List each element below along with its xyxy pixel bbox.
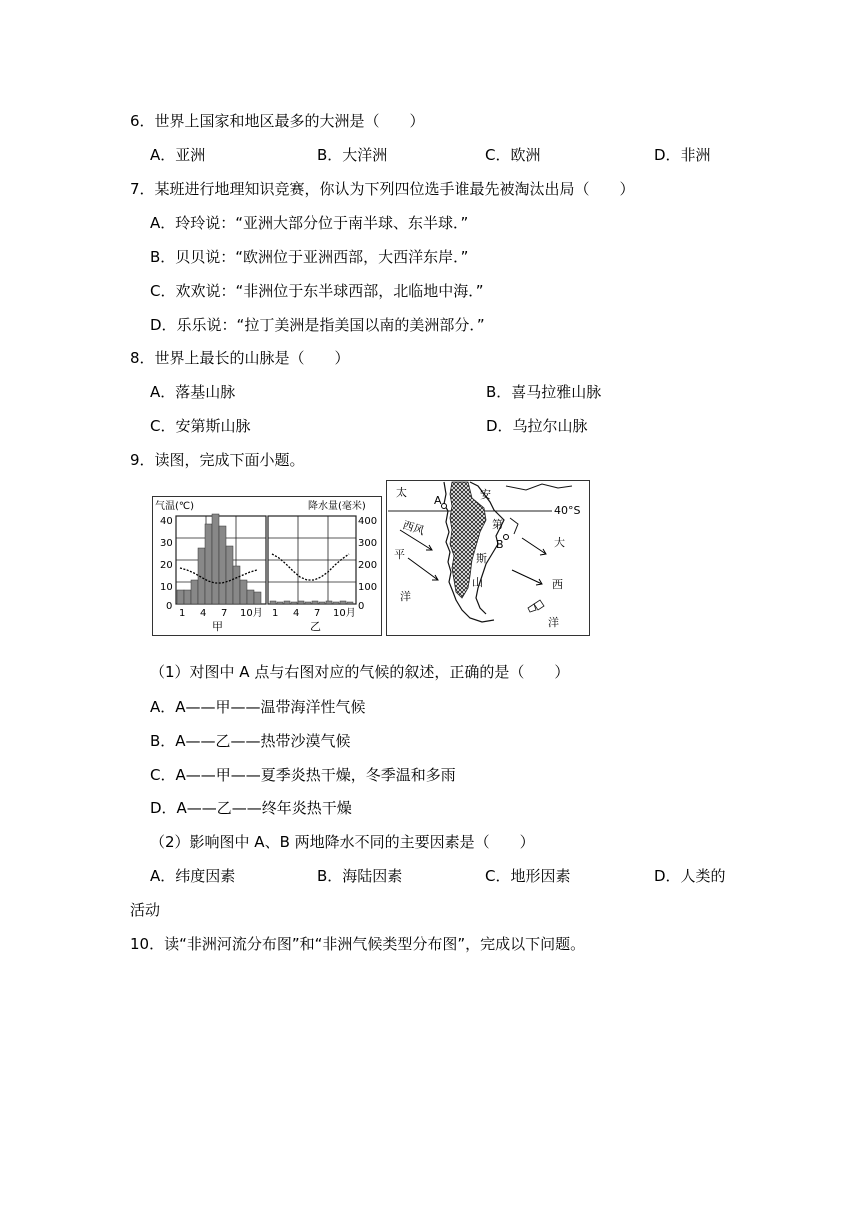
map-label-ping: 平 (394, 548, 405, 561)
q6-option-b: B．大洋洲 (317, 146, 388, 164)
q9-sub2-stem: （2）影响图中 A、B 两地降水不同的主要因素是（ ） (150, 833, 535, 851)
q8-option-a: A．落基山脉 (150, 383, 236, 401)
yi-x-tick-4: 4 (293, 608, 300, 619)
right-axis-label: 降水量(毫米) (308, 501, 366, 512)
yi-bar-2 (277, 602, 283, 604)
q9-sub2-option-b: B．海陆因素 (317, 867, 403, 885)
q9-stem: 9．读图，完成下面小题。 (130, 451, 305, 469)
map-label-yang: 洋 (400, 590, 411, 603)
q9-sub2-option-d-wrap: 活动 (130, 901, 161, 919)
south-america-map-figure (386, 480, 590, 636)
map-label-lat: 40°S (554, 504, 581, 517)
map-label-b: B (496, 538, 504, 551)
climate-charts-figure (152, 496, 382, 636)
right-tick-0: 0 (358, 601, 365, 612)
jia-x-tick-1: 1 (179, 608, 186, 619)
jia-x-tick-10: 10月 (240, 608, 263, 619)
jia-bar-10 (240, 580, 247, 604)
map-label-si: 斯 (476, 552, 487, 565)
map-label-xi: 西 (552, 578, 563, 591)
jia-x-tick-4: 4 (200, 608, 207, 619)
jia-bar-8 (226, 546, 233, 604)
right-tick-400: 400 (358, 516, 378, 527)
q6-stem: 6．世界上国家和地区最多的大洲是（ ） (130, 112, 425, 130)
jia-bar-7 (219, 526, 226, 604)
jia-bar-4 (198, 548, 205, 604)
q6-option-a: A．亚洲 (150, 146, 206, 164)
map-label-tai: 太 (396, 486, 407, 499)
jia-bar-12 (254, 592, 261, 604)
yi-bar-1 (270, 601, 276, 604)
jia-x-tick-7: 7 (221, 608, 228, 619)
q6-option-d: D．非洲 (654, 146, 711, 164)
yi-bar-8 (319, 602, 325, 604)
yi-bar-10 (333, 602, 339, 604)
right-tick-200: 200 (358, 560, 378, 571)
q7-option-c: C．欢欢说：“非洲位于东半球西部，北临地中海．” (150, 282, 484, 300)
q9-sub2-option-c: C．地形因素 (485, 867, 571, 885)
jia-bar-6 (212, 514, 219, 604)
left-tick-10: 10 (160, 582, 173, 593)
q8-option-d: D．乌拉尔山脉 (486, 417, 588, 435)
map-label-an: 安 (480, 488, 491, 501)
q9-sub2-option-a: A．纬度因素 (150, 867, 236, 885)
q8-option-c: C．安第斯山脉 (150, 417, 251, 435)
q7-stem: 7．某班进行地理知识竞赛，你认为下列四位选手谁最先被淘汰出局（ ） (130, 180, 635, 198)
jia-bar-5 (205, 524, 212, 604)
left-tick-30: 30 (160, 538, 173, 549)
yi-bar-6 (305, 602, 311, 604)
map-label-a: A (434, 494, 442, 507)
jia-bar-9 (233, 566, 240, 604)
q9-sub1-option-d: D．A——乙——终年炎热干燥 (150, 799, 352, 817)
map-label-shan: 山 (472, 576, 483, 589)
map-label-yang2: 洋 (548, 616, 559, 629)
point-a-marker (442, 504, 447, 509)
q7-option-b: B．贝贝说：“欧洲位于亚洲西部，大西洋东岸．” (150, 248, 469, 266)
left-tick-0: 0 (166, 601, 173, 612)
jia-bar-1 (177, 590, 184, 604)
yi-bar-11 (340, 601, 346, 604)
map-label-di: 第 (492, 518, 503, 531)
chart-yi-label: 乙 (310, 620, 321, 633)
q7-option-d: D．乐乐说：“拉丁美洲是指美国以南的美洲部分．” (150, 316, 485, 334)
q9-sub1-stem: （1）对图中 A 点与右图对应的气候的叙述，正确的是（ ） (150, 663, 570, 681)
yi-bar-7 (312, 601, 318, 604)
chart-jia-label: 甲 (212, 620, 223, 633)
left-tick-20: 20 (160, 560, 173, 571)
left-axis-label: 气温(℃) (155, 501, 195, 512)
q9-sub1-option-c: C．A——甲——夏季炎热干燥，冬季温和多雨 (150, 766, 456, 784)
jia-bar-11 (247, 590, 254, 604)
q8-stem: 8．世界上最长的山脉是（ ） (130, 349, 350, 367)
map-label-da: 大 (554, 536, 565, 549)
jia-bar-3 (191, 580, 198, 604)
right-tick-300: 300 (358, 538, 378, 549)
yi-bar-4 (291, 602, 297, 604)
q10-stem: 10．读“非洲河流分布图”和“非洲气候类型分布图”，完成以下问题。 (130, 935, 586, 953)
yi-bar-9 (326, 601, 332, 604)
yi-bar-5 (298, 601, 304, 604)
yi-bar-3 (284, 601, 290, 604)
point-b-marker (504, 535, 509, 540)
right-tick-100: 100 (358, 582, 378, 593)
q8-option-b: B．喜马拉雅山脉 (486, 383, 602, 401)
q7-option-a: A．玲玲说：“亚洲大部分位于南半球、东半球．” (150, 214, 469, 232)
yi-x-tick-10: 10月 (333, 608, 356, 619)
yi-bar-12 (347, 602, 353, 604)
yi-x-tick-7: 7 (314, 608, 321, 619)
q9-sub1-option-b: B．A——乙——热带沙漠气候 (150, 732, 351, 750)
q9-sub2-option-d: D．人类的 (654, 867, 726, 885)
jia-bar-2 (184, 590, 191, 604)
left-tick-40: 40 (160, 516, 173, 527)
q6-option-c: C．欧洲 (485, 146, 541, 164)
map-label-xifeng: 西风 (401, 518, 427, 538)
yi-x-tick-1: 1 (272, 608, 279, 619)
q9-sub1-option-a: A．A——甲——温带海洋性气候 (150, 698, 366, 716)
